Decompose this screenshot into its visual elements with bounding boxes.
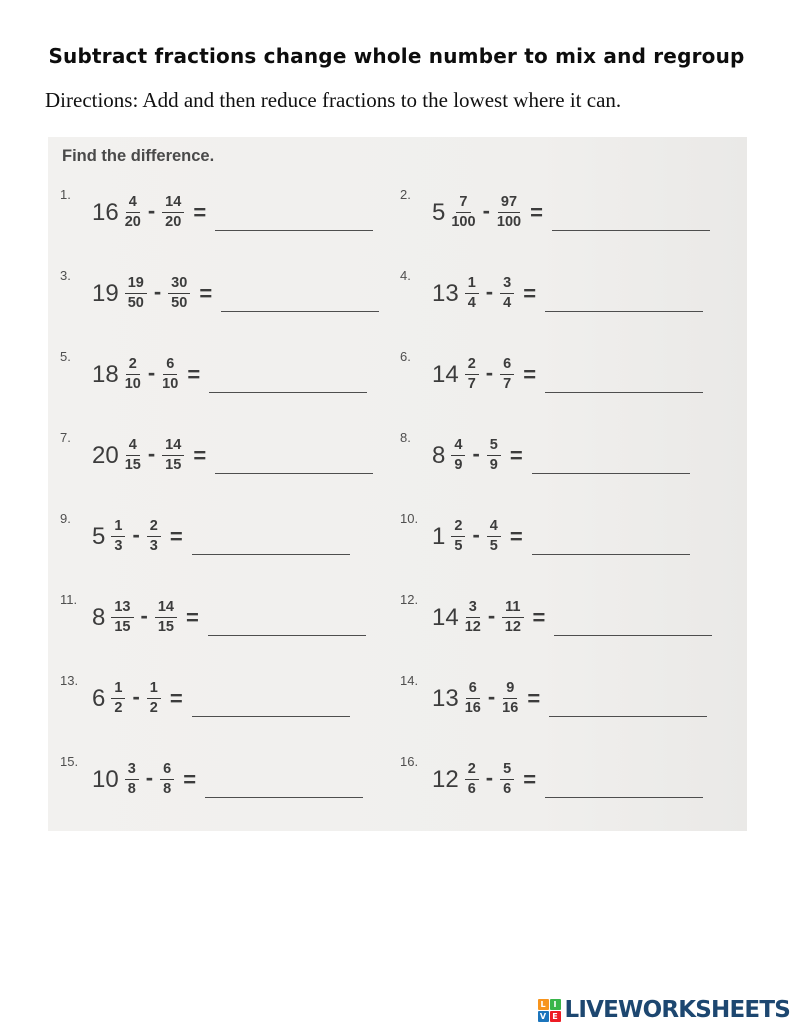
fraction-denominator: 100 <box>451 214 476 230</box>
whole-number: 8 <box>92 603 106 631</box>
problem-expression <box>92 680 350 716</box>
fraction-first <box>465 356 479 392</box>
minus-sign: - <box>472 440 480 466</box>
problem-cell <box>400 172 747 253</box>
problem-cell <box>400 415 747 496</box>
problem-number: 9. <box>60 511 71 526</box>
fraction-numerator: 2 <box>465 356 479 375</box>
answer-blank[interactable] <box>221 311 379 312</box>
equals-sign: = <box>523 280 537 306</box>
fraction-denominator: 5 <box>489 538 498 554</box>
problem-cell <box>60 334 400 415</box>
minus-sign: - <box>487 602 496 628</box>
answer-blank[interactable] <box>192 716 350 717</box>
whole-number: 12 <box>432 765 459 793</box>
worksheet-panel <box>48 137 747 831</box>
worksheet-heading: Find the difference. <box>62 147 215 165</box>
problem-cell <box>60 658 400 739</box>
whole-number: 8 <box>432 441 446 469</box>
whole-number: 20 <box>92 441 119 469</box>
fraction-first <box>125 761 139 797</box>
fraction-first <box>111 518 125 554</box>
equals-sign: = <box>187 361 201 387</box>
fraction-numerator: 13 <box>111 599 133 618</box>
problem-cell <box>60 496 400 577</box>
fraction-denominator: 10 <box>162 376 179 392</box>
fraction-first <box>465 599 481 635</box>
fraction-numerator: 6 <box>466 680 480 699</box>
fraction-denominator: 50 <box>127 295 144 311</box>
problem-number: 16. <box>400 754 419 769</box>
logo-letter-i: I <box>550 999 561 1010</box>
fraction-numerator: 1 <box>147 680 161 699</box>
fraction-numerator: 14 <box>155 599 177 618</box>
fraction-first <box>465 761 479 797</box>
problem-expression <box>432 356 703 392</box>
fraction-numerator: 4 <box>126 194 140 213</box>
fraction-first <box>111 599 133 635</box>
answer-blank[interactable] <box>532 473 690 474</box>
fraction-denominator: 15 <box>114 619 131 635</box>
equals-sign: = <box>532 604 546 630</box>
answer-blank[interactable] <box>215 473 373 474</box>
fraction-second <box>147 680 161 716</box>
problem-cell <box>60 739 400 820</box>
answer-blank[interactable] <box>545 392 703 393</box>
problem-expression <box>432 437 690 473</box>
logo-letter-v: V <box>538 1011 549 1022</box>
answer-blank[interactable] <box>209 392 367 393</box>
answer-blank[interactable] <box>205 797 363 798</box>
problem-expression <box>92 437 373 473</box>
problem-number: 1. <box>60 187 71 202</box>
minus-sign: - <box>132 683 140 709</box>
answer-blank[interactable] <box>545 311 703 312</box>
whole-number: 16 <box>92 198 119 226</box>
problem-cell <box>60 253 400 334</box>
fraction-denominator: 15 <box>124 457 141 473</box>
fraction-denominator: 3 <box>114 538 123 554</box>
fraction-denominator: 20 <box>124 214 141 230</box>
minus-sign: - <box>132 521 140 547</box>
problem-number: 10. <box>400 511 419 526</box>
fraction-numerator: 2 <box>465 761 479 780</box>
fraction-second <box>162 437 184 473</box>
fraction-denominator: 6 <box>503 781 512 797</box>
fraction-denominator: 12 <box>464 619 481 635</box>
fraction-denominator: 2 <box>149 700 158 716</box>
answer-blank[interactable] <box>208 635 366 636</box>
equals-sign: = <box>509 523 523 549</box>
whole-number: 5 <box>92 522 106 550</box>
fraction-denominator: 20 <box>165 214 182 230</box>
fraction-denominator: 8 <box>127 781 136 797</box>
fraction-second <box>502 599 523 635</box>
equals-sign: = <box>193 442 207 468</box>
page-title: Subtract fractions change whole number to mix and regroup <box>48 44 745 68</box>
whole-number: 19 <box>92 279 119 307</box>
fraction-numerator: 4 <box>126 437 140 456</box>
fraction-numerator: 6 <box>160 761 174 780</box>
equals-sign: = <box>530 199 543 225</box>
minus-sign: - <box>472 521 480 547</box>
fraction-denominator: 12 <box>504 619 521 635</box>
fraction-denominator: 2 <box>114 700 123 716</box>
whole-number: 13 <box>432 279 459 307</box>
problems-grid <box>60 172 747 820</box>
fraction-numerator: 3 <box>500 275 514 294</box>
fraction-second <box>168 275 190 311</box>
problem-expression <box>92 275 379 311</box>
problem-expression <box>432 761 703 797</box>
answer-blank[interactable] <box>532 554 690 555</box>
fraction-numerator: 4 <box>451 437 465 456</box>
equals-sign: = <box>193 199 207 225</box>
fraction-first <box>125 356 141 392</box>
minus-sign: - <box>482 197 490 223</box>
fraction-numerator: 1 <box>111 518 125 537</box>
minus-sign: - <box>485 359 494 385</box>
fraction-numerator: 2 <box>147 518 161 537</box>
fraction-numerator: 97 <box>498 194 520 213</box>
fraction-numerator: 14 <box>162 194 184 213</box>
liveworksheets-logo-icon <box>538 999 561 1022</box>
minus-sign: - <box>153 278 162 304</box>
fraction-second <box>497 194 521 230</box>
answer-blank[interactable] <box>215 230 373 231</box>
problem-number: 6. <box>400 349 411 364</box>
fraction-second <box>487 437 501 473</box>
problem-number: 15. <box>60 754 79 769</box>
fraction-second <box>500 275 514 311</box>
logo-letter-e: E <box>550 1011 561 1022</box>
whole-number: 1 <box>432 522 446 550</box>
fraction-numerator: 30 <box>168 275 190 294</box>
problem-cell <box>400 496 747 577</box>
fraction-second <box>147 518 161 554</box>
fraction-numerator: 4 <box>487 518 501 537</box>
problem-expression <box>432 599 712 635</box>
fraction-numerator: 11 <box>502 599 523 618</box>
fraction-denominator: 4 <box>467 295 476 311</box>
equals-sign: = <box>199 280 213 306</box>
answer-blank[interactable] <box>554 635 712 636</box>
whole-number: 14 <box>432 360 459 388</box>
logo-letter-l: L <box>538 999 549 1010</box>
problem-number: 14. <box>400 673 419 688</box>
fraction-second <box>155 599 177 635</box>
problem-number: 13. <box>60 673 79 688</box>
whole-number: 13 <box>432 684 459 712</box>
minus-sign: - <box>145 764 154 790</box>
minus-sign: - <box>147 440 156 466</box>
fraction-first <box>451 518 465 554</box>
fraction-denominator: 100 <box>496 214 522 230</box>
equals-sign: = <box>527 685 541 711</box>
fraction-first <box>125 437 141 473</box>
equals-sign: = <box>509 442 523 468</box>
minus-sign: - <box>487 683 496 709</box>
fraction-numerator: 6 <box>500 356 514 375</box>
equals-sign: = <box>523 361 537 387</box>
fraction-second <box>502 680 518 716</box>
answer-blank[interactable] <box>549 716 707 717</box>
fraction-first <box>111 680 125 716</box>
fraction-denominator: 6 <box>467 781 476 797</box>
equals-sign: = <box>183 766 197 792</box>
problem-number: 4. <box>400 268 411 283</box>
fraction-first <box>451 194 475 230</box>
fraction-numerator: 9 <box>503 680 517 699</box>
problem-cell <box>60 415 400 496</box>
equals-sign: = <box>169 685 183 711</box>
fraction-second <box>500 761 514 797</box>
problem-number: 3. <box>60 268 71 283</box>
fraction-second <box>162 356 178 392</box>
problem-cell <box>400 253 747 334</box>
fraction-denominator: 8 <box>163 781 172 797</box>
whole-number: 6 <box>92 684 106 712</box>
fraction-first <box>125 194 141 230</box>
fraction-numerator: 2 <box>451 518 465 537</box>
problem-number: 8. <box>400 430 411 445</box>
answer-blank[interactable] <box>545 797 703 798</box>
whole-number: 10 <box>92 765 119 793</box>
problem-expression <box>92 518 350 554</box>
fraction-denominator: 7 <box>467 376 476 392</box>
fraction-denominator: 3 <box>149 538 158 554</box>
problem-expression <box>432 194 710 230</box>
problem-expression <box>432 680 707 716</box>
problem-number: 12. <box>400 592 419 607</box>
equals-sign: = <box>523 766 537 792</box>
fraction-denominator: 4 <box>503 295 512 311</box>
fraction-first <box>465 680 481 716</box>
whole-number: 5 <box>432 198 446 226</box>
minus-sign: - <box>147 359 156 385</box>
fraction-numerator: 2 <box>126 356 140 375</box>
answer-blank[interactable] <box>552 230 710 231</box>
fraction-second <box>162 194 184 230</box>
minus-sign: - <box>147 197 156 223</box>
fraction-numerator: 1 <box>111 680 125 699</box>
fraction-second <box>487 518 501 554</box>
problem-expression <box>92 194 373 230</box>
whole-number: 18 <box>92 360 119 388</box>
fraction-numerator: 14 <box>162 437 184 456</box>
minus-sign: - <box>485 278 494 304</box>
fraction-second <box>500 356 514 392</box>
problem-cell <box>400 577 747 658</box>
equals-sign: = <box>185 604 199 630</box>
fraction-numerator: 1 <box>465 275 479 294</box>
problem-number: 7. <box>60 430 71 445</box>
fraction-denominator: 15 <box>165 457 182 473</box>
answer-blank[interactable] <box>192 554 350 555</box>
fraction-numerator: 3 <box>466 599 480 618</box>
fraction-denominator: 5 <box>454 538 463 554</box>
fraction-numerator: 5 <box>487 437 501 456</box>
fraction-denominator: 9 <box>454 457 463 473</box>
liveworksheets-logo-link[interactable] <box>538 997 790 1023</box>
problem-cell <box>60 172 400 253</box>
problem-cell <box>60 577 400 658</box>
problem-expression <box>92 356 367 392</box>
fraction-denominator: 50 <box>171 295 188 311</box>
minus-sign: - <box>485 764 494 790</box>
fraction-numerator: 3 <box>125 761 139 780</box>
whole-number: 14 <box>432 603 459 631</box>
fraction-first <box>465 275 479 311</box>
problem-cell <box>400 658 747 739</box>
brand-text: LIVEWORKSHEETS <box>564 997 790 1023</box>
fraction-numerator: 19 <box>125 275 147 294</box>
fraction-numerator: 6 <box>163 356 177 375</box>
fraction-denominator: 10 <box>124 376 141 392</box>
problem-number: 2. <box>400 187 411 202</box>
problem-cell <box>400 739 747 820</box>
fraction-numerator: 5 <box>500 761 514 780</box>
problem-expression <box>92 599 366 635</box>
minus-sign: - <box>140 602 148 628</box>
equals-sign: = <box>169 523 183 549</box>
directions-text: Directions: Add and then reduce fractions to the lowest where it can. <box>45 88 622 112</box>
fraction-denominator: 16 <box>502 700 519 716</box>
fraction-second <box>160 761 174 797</box>
fraction-denominator: 15 <box>157 619 174 635</box>
problem-expression <box>432 518 690 554</box>
fraction-first <box>125 275 147 311</box>
problem-number: 11. <box>60 592 78 607</box>
problem-number: 5. <box>60 349 71 364</box>
problem-cell <box>400 334 747 415</box>
problem-expression <box>432 275 703 311</box>
fraction-denominator: 7 <box>503 376 512 392</box>
problem-expression <box>92 761 363 797</box>
fraction-denominator: 9 <box>489 457 498 473</box>
fraction-numerator: 7 <box>456 194 470 213</box>
fraction-denominator: 16 <box>464 700 481 716</box>
fraction-first <box>451 437 465 473</box>
